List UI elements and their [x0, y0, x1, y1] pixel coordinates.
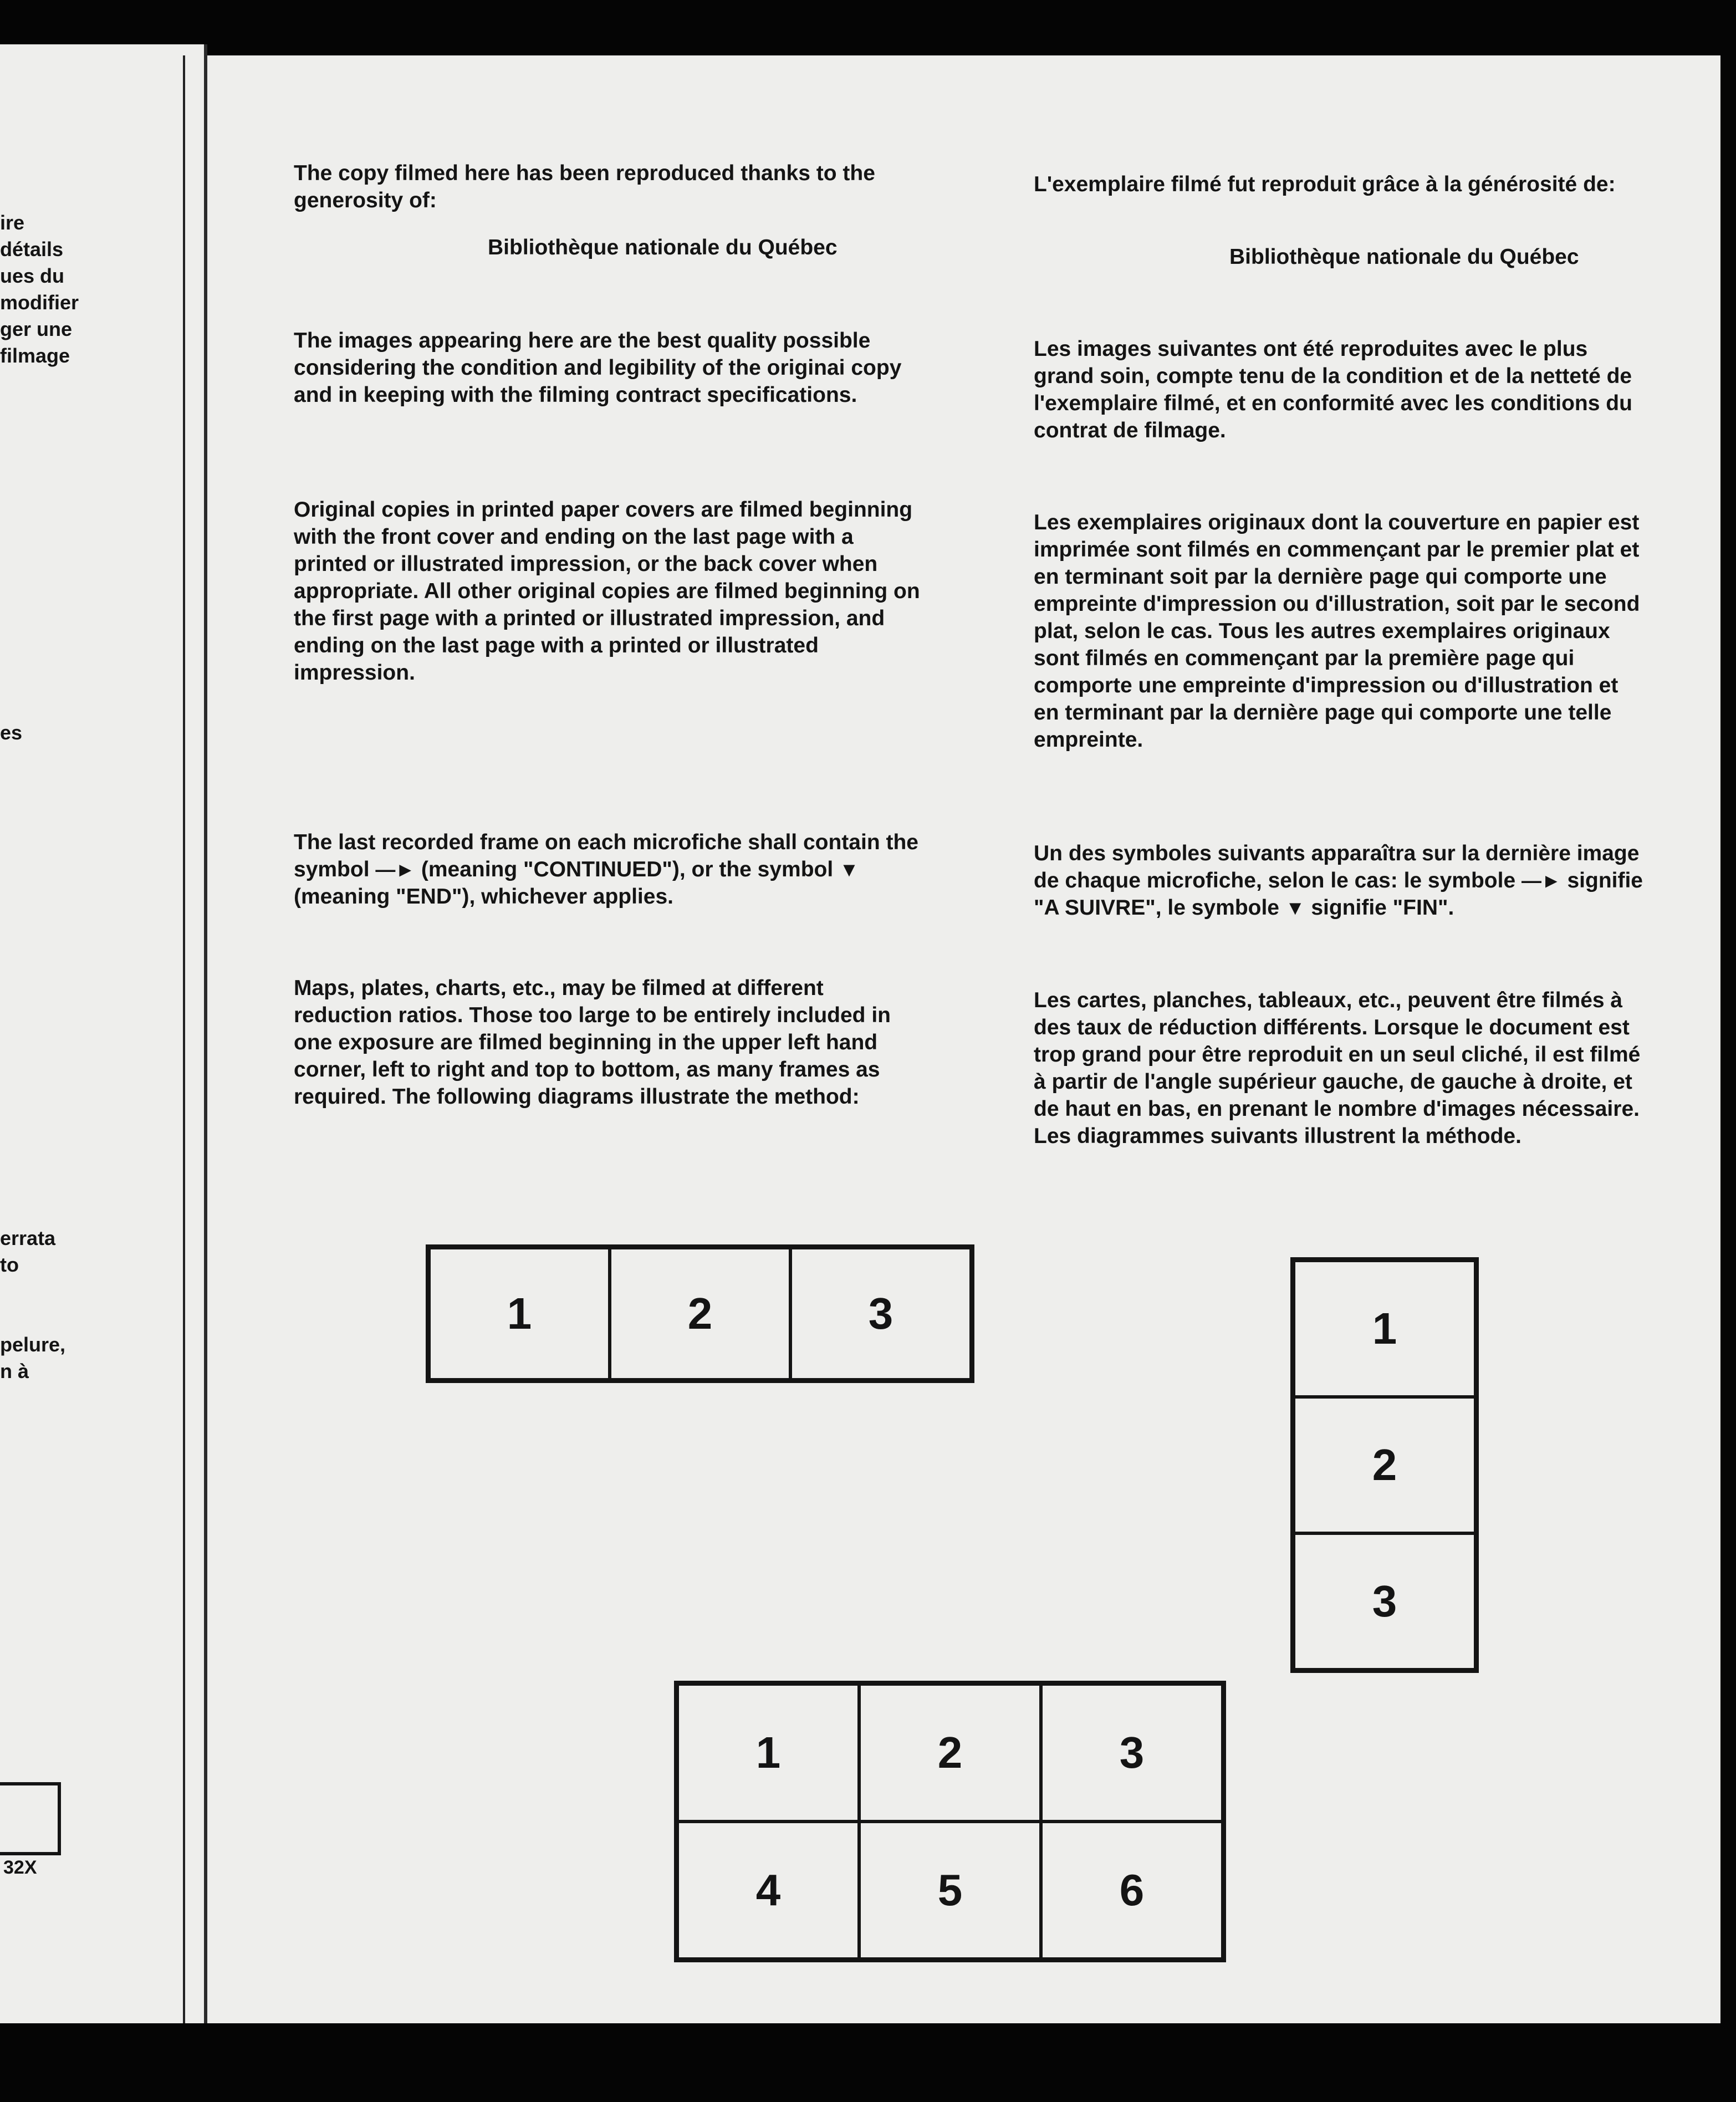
- fr-covers-paragraph: Les exemplaires originaux dont la couverture en papier est imprimée sont filmés en commençant par le premier plat et en terminant soit par la dernière page qui comporte une empreinte d'impression ou d'illustration, soit par le second plat, selon le cas. Tous les autres exemplaires originaux sont filmés en commençant par la première page qui comporte une empreinte d'impression ou d'illustration et en terminant par la dernière page qui comporte une telle empreinte.: [1034, 511, 1640, 752]
- frame-cell: 1: [429, 1248, 610, 1380]
- diagram-horizontal-frames: [426, 1244, 974, 1383]
- en-library-name: Bibliothèque nationale du Québec: [488, 236, 838, 259]
- reduction-box-label: 32X: [3, 1857, 37, 1878]
- frame-cell: 5: [859, 1822, 1041, 1959]
- left-fragment-line: es: [0, 721, 23, 744]
- frame-cell: 3: [790, 1248, 971, 1380]
- fr-maps-paragraph: Les cartes, planches, tableaux, etc., peuvent être filmés à des taux de réduction différents. Lorsque le document est trop grand pour être reproduit en un seul cliché, il est filmé à partir de l'angle supérieur gauche, de gauche à droite, et de haut en bas, en prenant le nombre d'images nécessaire. Les diagrammes suivants illustrent la méthode.: [1034, 988, 1641, 1148]
- left-fragment-line: filmage: [0, 344, 70, 367]
- en-acknowledgement: The copy filmed here has been reproduced thanks to the generosity of:: [294, 161, 875, 212]
- triangle-icon: ▼: [1285, 896, 1305, 919]
- fr-acknowledgement: L'exemplaire filmé fut reproduit grâce à la générosité de:: [1034, 172, 1616, 196]
- left-fragment-line: ger une: [0, 318, 73, 340]
- frame-cell: 2: [859, 1684, 1041, 1822]
- left-fragment-line: n à: [0, 1360, 29, 1382]
- left-fragment-line: modifier: [0, 291, 79, 314]
- page-fold-shadow: [204, 44, 207, 2023]
- frame-cell: 6: [1041, 1822, 1223, 1959]
- left-fragment-line: détails: [0, 238, 64, 261]
- fr-symbols-paragraph: Un des symboles suivants apparaîtra sur la dernière image de chaque microfiche, selon le cas: le symbole —► signifie "A SUIVRE", le symbole ▼ signifie "FIN".: [1034, 841, 1643, 920]
- left-fragment-line: ire: [0, 211, 25, 234]
- frame-cell: 1: [677, 1684, 859, 1822]
- fr-quality-paragraph: Les images suivantes ont été reproduites avec le plus grand soin, compte tenu de la condition et de la netteté de l'exemplaire filmé, et en conformité avec les conditions du contrat de filmage.: [1034, 337, 1632, 442]
- en-covers-paragraph: Original copies in printed paper covers are filmed beginning with the front cover and ending on the last page with a printed or illustrated impression, or the back cover when appropriate. All other original copies are filmed beginning on the first page with a printed or illustrated impression, and ending on the last page with a printed or illustrated impression.: [294, 498, 920, 685]
- arrow-icon: —►: [375, 858, 416, 881]
- triangle-icon: ▼: [839, 858, 859, 881]
- frame-cell: 3: [1041, 1684, 1223, 1822]
- arrow-icon: —►: [1521, 869, 1561, 892]
- frame-cell: 2: [610, 1248, 790, 1380]
- left-fragment-line: ues du: [0, 264, 65, 287]
- frame-cell: 4: [677, 1822, 859, 1959]
- frame-cell: 1: [1294, 1261, 1475, 1397]
- left-fragment-line: errata: [0, 1227, 56, 1249]
- reduction-box: [0, 1782, 61, 1855]
- fr-library-name: Bibliothèque nationale du Québec: [1229, 245, 1579, 269]
- left-fragment-line: pelure,: [0, 1333, 66, 1356]
- frame-cell: 2: [1294, 1397, 1475, 1533]
- diagram-vertical-frames: [1290, 1257, 1479, 1673]
- diagram-six-frames: [674, 1681, 1226, 1962]
- left-fragment-line: to: [0, 1253, 19, 1276]
- en-maps-paragraph: Maps, plates, charts, etc., may be filmed at different reduction ratios. Those too large to be entirely included in one exposure are filmed beginning in the upper left hand corner, left to right and top to bottom, as many frames as required. The following diagrams illustrate the method:: [294, 976, 891, 1109]
- frame-cell: 3: [1294, 1533, 1475, 1670]
- en-symbols-paragraph: The last recorded frame on each microfiche shall contain the symbol —► (meaning "CONTINUED"), or the symbol ▼ (meaning "END"), whichever applies.: [294, 830, 918, 909]
- en-quality-paragraph: The images appearing here are the best quality possible considering the condition and legibility of the originai copy and in keeping with the filming contract specifications.: [294, 329, 902, 407]
